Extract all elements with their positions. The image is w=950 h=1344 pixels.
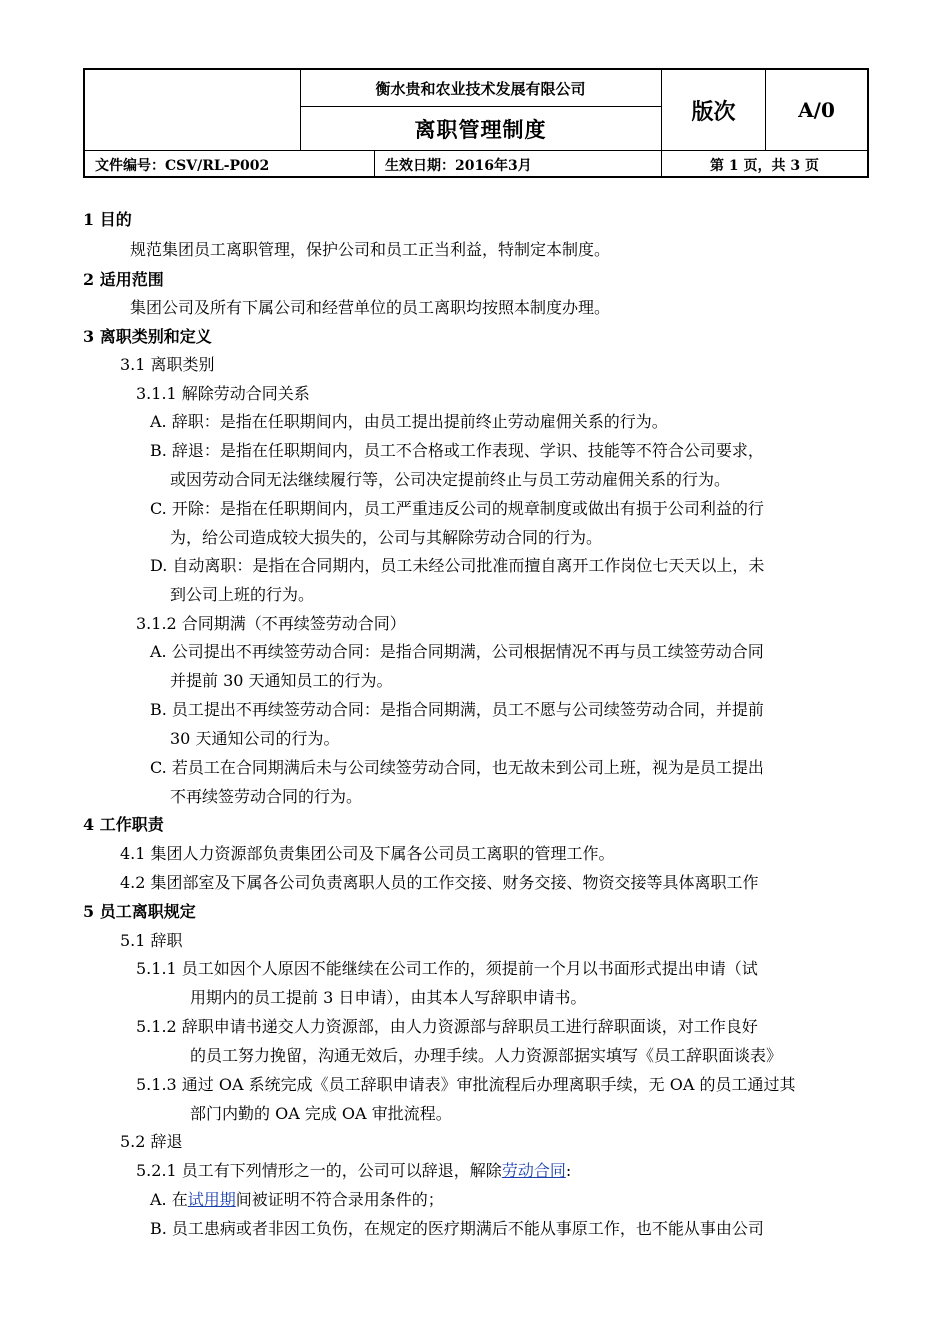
edition-label: 版次: [691, 98, 736, 125]
paragraph: 5.1.2 辞职申请书递交人力资源部，由人力资源部与辞职员工进行辞职面谈，对工作良好: [136, 1017, 758, 1036]
section-heading: 2 适用范围: [83, 270, 164, 289]
subsection-heading: 5.2 辞退: [120, 1132, 183, 1151]
labor-contract-link[interactable]: 劳动合同: [501, 1161, 566, 1180]
section-heading: 3 离职类别和定义: [83, 327, 212, 346]
list-item-continued: 到公司上班的行为。: [170, 585, 315, 604]
list-item-continued: 并提前 30 天通知员工的行为。: [170, 671, 393, 690]
list-item: B. 员工提出不再续签劳动合同：是指合同期满，员工不愿与公司续签劳动合同，并提前: [150, 700, 764, 719]
text-run: :: [565, 1161, 572, 1180]
text-run: 5.2.1 员工有下列情形之一的，公司可以辞退，解除: [136, 1161, 502, 1180]
list-item: D. 自动离职：是指在合同期内，员工未经公司批准而擅自离开工作岗位七天天以上，未: [150, 556, 765, 575]
paragraph: 5.1.1 员工如因个人原因不能继续在公司工作的，须提前一个月以书面形式提出申请（试: [136, 959, 758, 978]
paragraph: [136, 1161, 571, 1181]
list-item: A. 公司提出不再续签劳动合同：是指合同期满，公司根据情况不再与员工续签劳动合同: [150, 642, 764, 661]
section-heading: 1 目的: [83, 210, 132, 229]
paragraph: 4.1 集团人力资源部负责集团公司及下属各公司员工离职的管理工作。: [120, 844, 615, 863]
text-run: A. 在: [150, 1190, 188, 1209]
document-header-table: [83, 68, 869, 178]
document-number: 文件编号：CSV/RL-P002: [95, 157, 270, 174]
list-item-continued: 30 天通知公司的行为。: [170, 729, 340, 748]
list-item: C. 若员工在合同期满后未与公司续签劳动合同，也无故未到公司上班，视为是员工提出: [150, 758, 764, 777]
list-item-continued: 不再续签劳动合同的行为。: [170, 787, 363, 806]
edition-value: A/0: [798, 98, 835, 122]
list-item: B. 员工患病或者非因工负伤，在规定的医疗期满后不能从事原工作，也不能从事由公司: [150, 1219, 764, 1238]
paragraph: 规范集团员工离职管理，保护公司和员工正当利益，特制定本制度。: [130, 240, 611, 259]
paragraph-continued: 用期内的员工提前 3 日申请），由其本人写辞职申请书。: [190, 988, 587, 1007]
paragraph: 4.2 集团部室及下属各公司负责离职人员的工作交接、财务交接、物资交接等具体离职工作: [120, 873, 759, 892]
document-title: 离职管理制度: [414, 116, 547, 142]
subsection-heading: 3.1 离职类别: [120, 355, 215, 374]
page-info: 第 1 页，共 3 页: [710, 157, 819, 174]
subsection-heading: 3.1.2 合同期满（不再续签劳动合同）: [136, 614, 406, 633]
paragraph-continued: 的员工努力挽留，沟通无效后，办理手续。人力资源部据实填写《员工辞职面谈表》: [190, 1046, 783, 1065]
company-name: 衡水贵和农业技术发展有限公司: [375, 79, 586, 98]
list-item-continued: 为，给公司造成较大损失的，公司与其解除劳动合同的行为。: [170, 528, 603, 547]
subsection-heading: 5.1 辞职: [120, 931, 183, 950]
subsection-heading: 3.1.1 解除劳动合同关系: [136, 384, 310, 403]
paragraph: 5.1.3 通过 OA 系统完成《员工辞职申请表》审批流程后办理离职手续，无 OA 的员工通过其: [136, 1075, 796, 1094]
effective-date: 生效日期：2016年3月: [385, 157, 532, 174]
paragraph: 集团公司及所有下属公司和经营单位的员工离职均按照本制度办理。: [130, 298, 611, 317]
section-heading: 5 员工离职规定: [83, 902, 196, 921]
list-item-continued: 或因劳动合同无法继续履行等，公司决定提前终止与员工劳动雇佣关系的行为。: [170, 470, 731, 489]
section-heading: 4 工作职责: [83, 815, 164, 834]
list-item: [150, 1190, 444, 1210]
list-item: C. 开除：是指在任职期间内，员工严重违反公司的规章制度或做出有损于公司利益的行: [150, 499, 764, 518]
text-run: 间被证明不符合录用条件的；: [235, 1190, 444, 1209]
paragraph-continued: 部门内勤的 OA 完成 OA 审批流程。: [190, 1104, 452, 1123]
list-item: A. 辞职：是指在任职期间内，由员工提出提前终止劳动雇佣关系的行为。: [150, 412, 668, 431]
probation-link[interactable]: 试用期: [187, 1190, 236, 1209]
list-item: B. 辞退：是指在任职期间内，员工不合格或工作表现、学识、技能等不符合公司要求，: [150, 441, 764, 460]
